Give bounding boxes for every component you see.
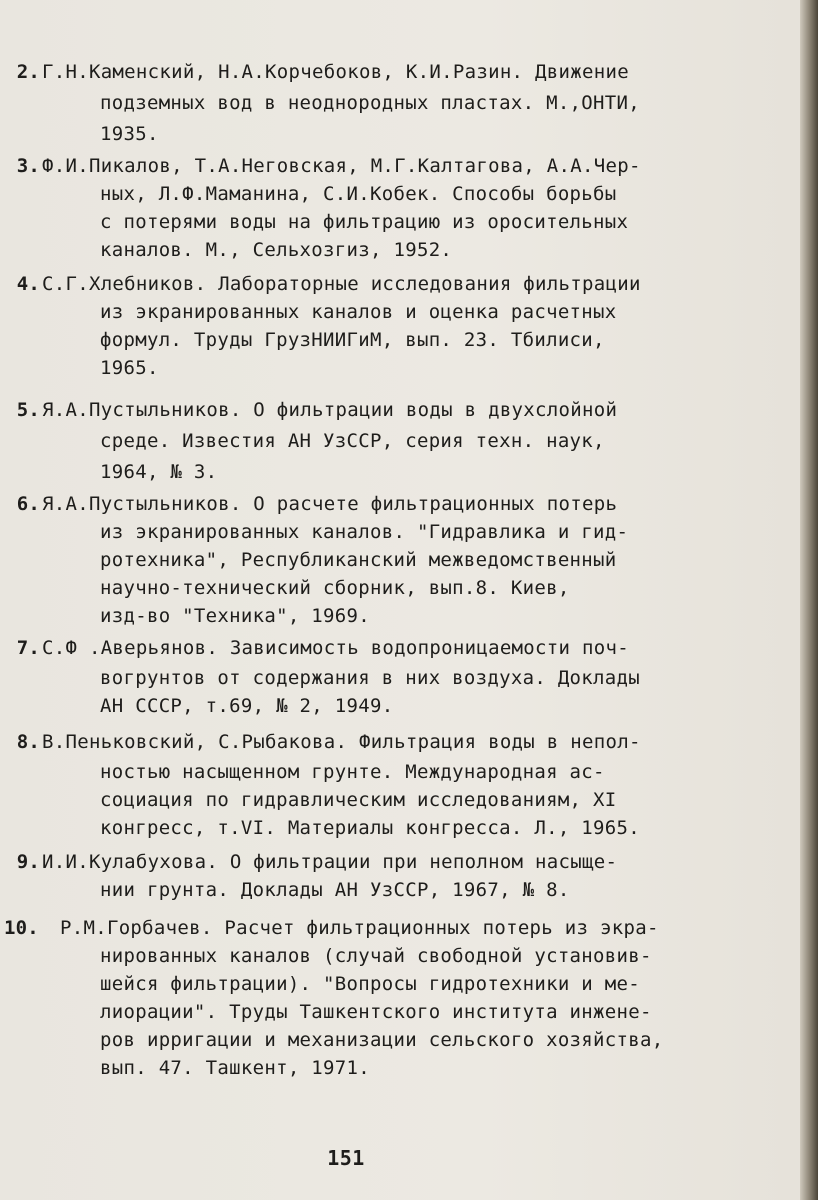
reference-line: С.Г.Хлебников. Лабораторные исследования фильтрации: [42, 273, 641, 295]
reference-line: ных, Л.Ф.Маманина, С.И.Кобек. Способы борьбы: [100, 183, 617, 205]
reference-line: вогрунтов от содержания в них воздуха. Доклады: [100, 667, 640, 689]
reference-number: 6.: [16, 493, 40, 515]
reference-line: социация по гидравлическим исследованиям, XI: [100, 789, 617, 811]
reference-number: 10.: [4, 917, 39, 939]
reference-number: 3.: [16, 155, 40, 177]
reference-line: ров ирригации и механизации сельского хозяйства,: [100, 1029, 664, 1051]
reference-line: конгресс, т.VI. Материалы конгресса. Л., 1965.: [100, 817, 640, 839]
reference-number: 2.: [16, 61, 40, 83]
reference-line: С.Ф .Аверьянов. Зависимость водопроницаемости поч-: [42, 637, 629, 659]
reference-line: ротехника", Республиканский межведомственный: [100, 549, 617, 571]
reference-line: среде. Известия АН УзССР, серия техн. наук,: [100, 430, 605, 452]
reference-line: 1965.: [100, 357, 159, 379]
reference-line: Р.М.Горбачев. Расчет фильтрационных потерь из экра-: [60, 917, 659, 939]
reference-line: Г.Н.Каменский, Н.А.Корчебоков, К.И.Разин. Движение: [42, 61, 629, 83]
reference-line: нии грунта. Доклады АН УзССР, 1967, № 8.: [100, 879, 570, 901]
reference-line: из экранированных каналов и оценка расчетных: [100, 301, 617, 323]
reference-number: 8.: [16, 731, 40, 753]
reference-line: В.Пеньковский, С.Рыбакова. Фильтрация воды в непол-: [42, 731, 641, 753]
reference-line: шейся фильтрации). "Вопросы гидротехники и ме-: [100, 973, 640, 995]
reference-line: 1964, № 3.: [100, 461, 218, 483]
reference-line: каналов. М., Сельхозгиз, 1952.: [100, 239, 453, 261]
reference-line: Я.А.Пустыльников. О расчете фильтрационных потерь: [42, 493, 618, 515]
reference-line: Я.А.Пустыльников. О фильтрации воды в двухслойной: [42, 399, 618, 421]
reference-number: 5.: [16, 399, 40, 421]
reference-line: нированных каналов (случай свободной установив-: [100, 945, 652, 967]
reference-number: 9.: [16, 851, 40, 873]
reference-line: подземных вод в неоднородных пластах. М.,ОНТИ,: [100, 92, 640, 114]
reference-line: ностью насыщенном грунте. Международная ас-: [100, 761, 605, 783]
reference-line: научно-технический сборник, вып.8. Киев,: [100, 577, 570, 599]
reference-line: Ф.И.Пикалов, Т.А.Неговская, М.Г.Калтагова, А.А.Чер-: [42, 155, 641, 177]
reference-line: из экранированных каналов. "Гидравлика и гид-: [100, 521, 629, 543]
reference-number: 7.: [16, 637, 40, 659]
reference-line: лиорации". Труды Ташкентского института инжене-: [100, 1001, 652, 1023]
reference-line: И.И.Кулабухова. О фильтрации при неполном насыще-: [42, 851, 618, 873]
reference-line: АН СССР, т.69, № 2, 1949.: [100, 695, 394, 717]
reference-line: изд-во "Техника", 1969.: [100, 605, 370, 627]
reference-line: 1935.: [100, 123, 159, 145]
page-number: 151: [327, 1146, 365, 1170]
reference-number: 4.: [16, 273, 40, 295]
book-spine-shadow: [800, 0, 818, 1200]
reference-line: вып. 47. Ташкент, 1971.: [100, 1057, 370, 1079]
reference-line: формул. Труды ГрузНИИГиМ, вып. 23. Тбилиси,: [100, 329, 605, 351]
reference-line: с потерями воды на фильтрацию из оросительных: [100, 211, 629, 233]
